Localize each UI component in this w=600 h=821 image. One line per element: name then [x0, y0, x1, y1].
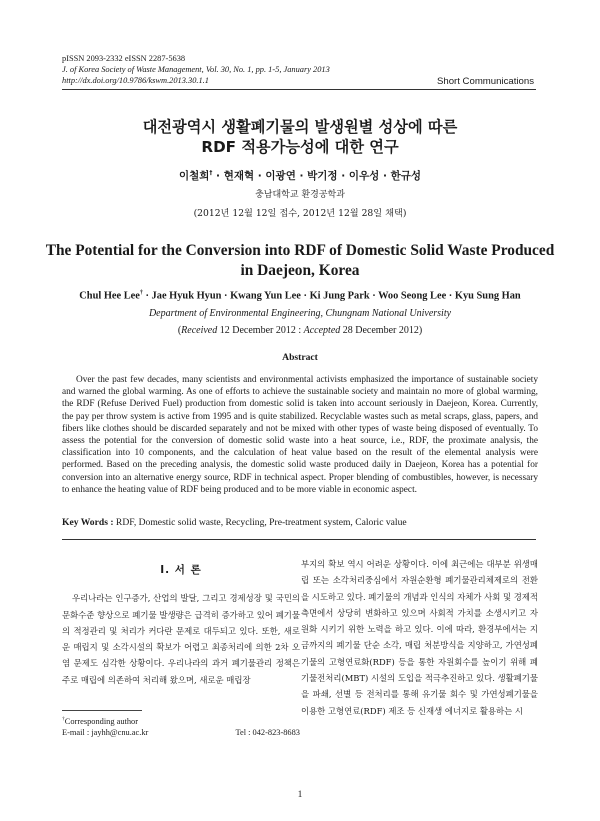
accepted-date: 28 December 2012) — [340, 325, 423, 336]
received-label: Received — [181, 325, 218, 336]
author-tel: Tel : 042-823-8683 — [235, 727, 300, 737]
english-affiliation: Department of Environmental Engineering, Chungnam National University — [148, 308, 452, 319]
doi-link[interactable]: http://dx.doi.org/10.9786/kswm.2013.30.1.1 — [62, 76, 209, 86]
korean-first-author: 이철희 — [178, 170, 210, 182]
footnote-rule — [62, 710, 142, 711]
keywords — [62, 517, 538, 528]
korean-title-line1: 대전광역시 생활폐기물의 발생원별 성상에 따른 — [142, 118, 458, 136]
keywords-label: Key Words : — [62, 517, 114, 528]
abstract-text: Over the past few decades, many scientists and environmental activists emphasized the importance of sustainable society and warned the global warming. As one of efforts to achieve the sustainable society and maintain no more of global warming, the RDF (Refuse Derived Fuel) production from domestic solid is taken into account seriously in Daejeon, Korea. Currently, the pay per throw system is active from 1995 and is quite stabilized. Recyclable wastes such as metal scraps, glass, papers, and fibers like clothes should be discarded separately and not be mixed with other types of waste being disposed of eventually. To assess the potential for the conversion of domestic solid waste into a heat source, i.e., RDF, the proximate analysis, the classification into 10 components, and the calculation of heat value based on the result of the elemental analysis were performed. Based on the preceding analysis, the domestic solid waste produced daily in Daejeon, Korea has a potential for conversion into an alternative energy source, RDF in technical aspect. Proper blending of combustibles, however, is necessary to enhance the heating value of RDF being produced and to be more viable in economic aspect. — [62, 375, 538, 495]
header-rule — [62, 89, 536, 90]
corresponding-mark: † — [209, 169, 213, 177]
section-heading-introduction: I. 서 론 — [160, 564, 202, 576]
korean-affiliation: 충남대학교 환경공학과 — [255, 190, 345, 200]
korean-dates: (2012년 12월 12일 접수, 2012년 12월 28일 채택) — [193, 208, 407, 219]
footnote-mark: † — [62, 716, 65, 722]
english-authors — [0, 290, 600, 301]
footnote — [62, 714, 300, 738]
received-date: 12 December 2012 : — [217, 325, 304, 336]
korean-title-line2: RDF 적용가능성에 대한 연구 — [201, 138, 399, 156]
english-title-line1: The Potential for the Conversion into RDF of Domestic Solid Waste Produced — [45, 242, 555, 259]
accepted-label: Accepted — [303, 325, 341, 336]
right-column-paragraph: 부지의 확보 역시 어려운 상황이다. 이에 최근에는 대부분 위생매립 또는 소각처리중심에서 자원순환형 폐기물관리체제로의 전환을 시도하고 있다. 폐기물의 개념과 인식의 자체가 사회 및 경제적 측면에서 상당히 변화하고 있으며 사회적 가치를 소생시키고 자원화 시키기 위한 노력을 하고 있다. 이에 따라, 환경부에서는 지금까지의 폐기물 단순 소각, 매립 처분방식을 지양하고, 가연성폐기물의 고형연료화(RDF) 등을 통한 자원회수를 높이기 위해 폐기물전처리(MBT) 시설의 도입을 적극추진하고 있다. 생활폐기물을 파쇄, 선별 등 전처리를 통해 유기물 회수 및 가연성폐기물을 이용한 고형연료(RDF) 제조 등 신재생 에너지로 활용하는 시 — [301, 559, 538, 716]
journal-header — [62, 53, 330, 87]
issn-line: pISSN 2093-2332 eISSN 2287-5638 — [62, 54, 186, 63]
korean-authors — [0, 168, 600, 183]
page-number: 1 — [297, 790, 303, 800]
abstract-heading: Abstract — [282, 352, 318, 363]
right-column — [301, 556, 538, 719]
author-email[interactable]: E-mail : jayhh@cnu.ac.kr — [62, 727, 149, 737]
english-title-line2: in Daejeon, Korea — [240, 262, 360, 279]
keywords-list: RDF, Domestic solid waste, Recycling, Pre-treatment system, Caloric value — [113, 517, 407, 528]
english-dates — [0, 325, 600, 336]
left-column — [62, 560, 300, 688]
corresponding-mark: † — [139, 290, 143, 296]
english-other-authors: · Jae Hyuk Hyun · Kwang Yun Lee · Ki Jung Park · Woo Seong Lee · Kyu Sung Han — [142, 290, 521, 302]
dates-open: ( — [177, 325, 182, 336]
english-first-author: Chul Hee Lee — [79, 290, 140, 302]
journal-citation: J. of Korea Society of Waste Management, Vol. 30, No. 1, pp. 1-5, January 2013 — [62, 65, 330, 75]
left-column-paragraph: 우리나라는 인구증가, 산업의 발달, 그리고 경제성장 및 국민의 문화수준 향상으로 폐기물 발생량은 급격히 증가하고 있어 폐기물의 적정관리 및 처리가 커다란 문제로 대두되고 있다. 또한, 새로운 매립지 및 소각시설의 확보가 어렵고 최종처리에 의한 2차 오염 문제도 심각한 상황이다. 우리나라의 과거 폐기물관리 정책은 주로 매립에 의존하여 처리해 왔으며, 새로운 매립장 — [62, 593, 300, 685]
section-type: Short Communications — [436, 76, 534, 87]
corresponding-author-label: Corresponding author — [64, 716, 139, 726]
abstract-rule — [62, 539, 536, 540]
korean-other-authors: · 현재혁 · 이광연 · 박기정 · 이우성 · 한규성 — [212, 170, 422, 182]
